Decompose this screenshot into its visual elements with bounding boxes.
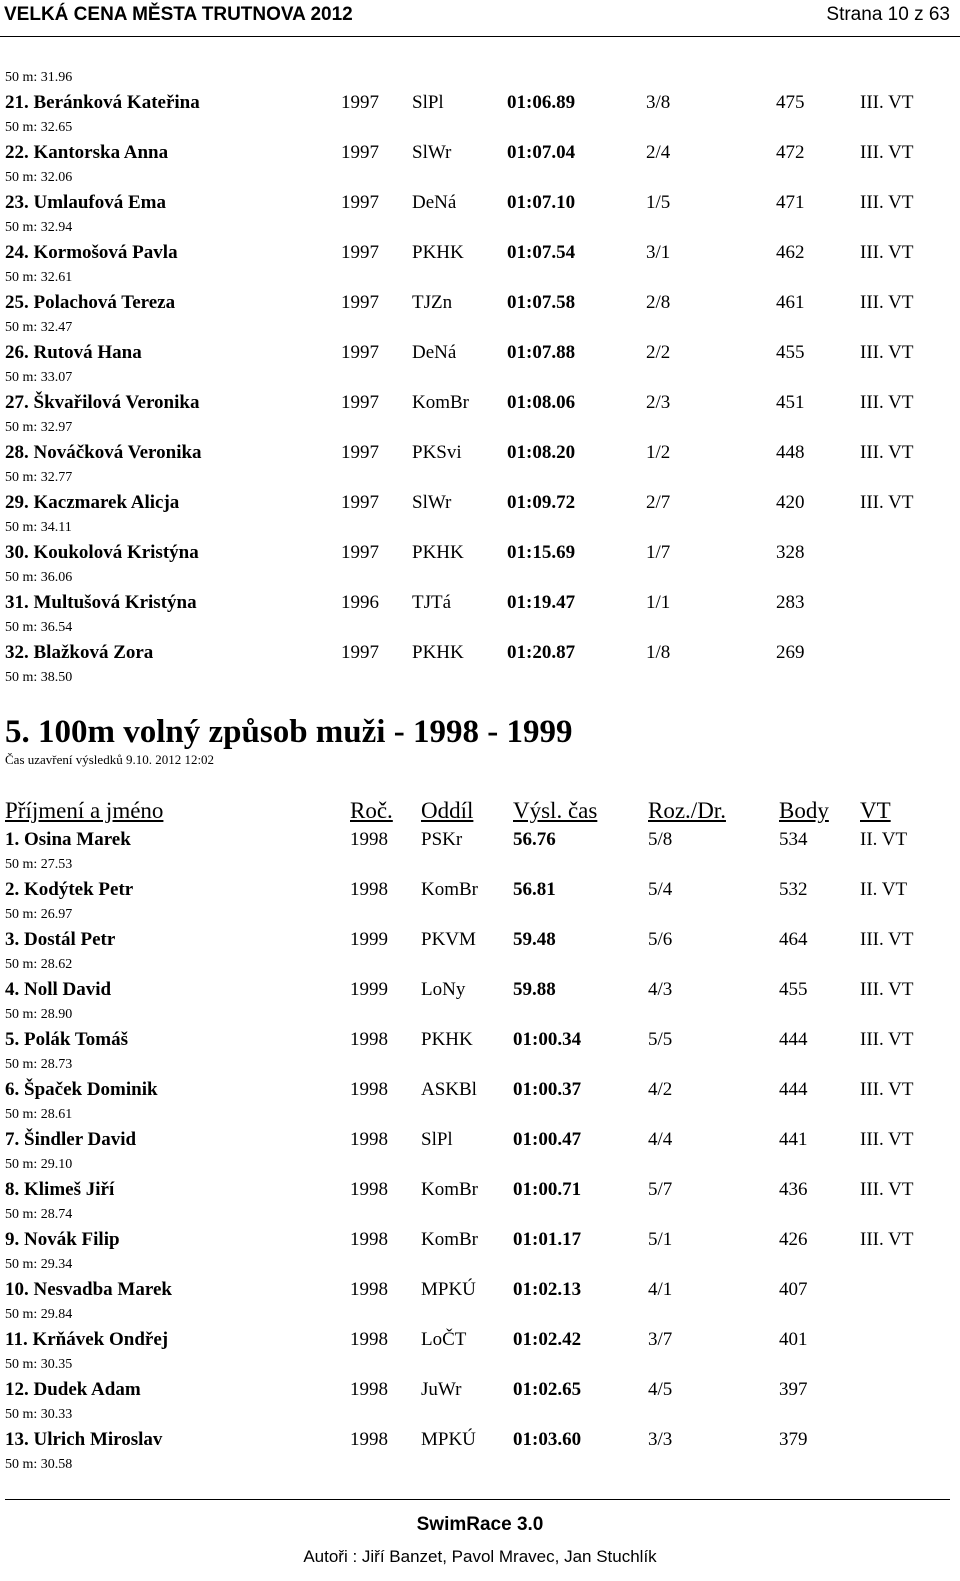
- birth-year: 1997: [341, 292, 379, 313]
- club: TJTá: [412, 592, 452, 613]
- swimmer-name: 6. Špaček Dominik: [5, 1079, 158, 1100]
- swimmer-name: 31. Multušová Kristýna: [5, 592, 197, 613]
- table-row: [0, 1076, 960, 1104]
- performance-class: III. VT: [860, 979, 914, 1000]
- points: 472: [776, 142, 805, 163]
- table-row: [0, 639, 960, 667]
- performance-class: III. VT: [860, 492, 914, 513]
- heat-lane: 5/5: [648, 1029, 673, 1050]
- club: SlWr: [412, 492, 452, 513]
- heat-lane: 1/1: [646, 592, 671, 613]
- table-row: [0, 489, 960, 517]
- result-entry: [0, 1376, 960, 1426]
- results-list-women: [0, 89, 960, 689]
- col-points: Body: [779, 798, 829, 823]
- result-time: 01:00.71: [513, 1179, 582, 1200]
- swimmer-name: 30. Koukolová Kristýna: [5, 542, 199, 563]
- club: PKHK: [412, 542, 464, 563]
- result-time: 01:00.47: [513, 1129, 582, 1150]
- result-time: 01:19.47: [507, 592, 576, 613]
- performance-class: III. VT: [860, 1129, 914, 1150]
- club: LoNy: [421, 979, 466, 1000]
- swimmer-name: 32. Blažková Zora: [5, 642, 154, 663]
- split-time: 50 m: 32.06: [5, 170, 73, 185]
- result-time: 01:07.58: [507, 292, 576, 313]
- heat-lane: 4/3: [648, 979, 673, 1000]
- table-row: [0, 289, 960, 317]
- table-row: [0, 189, 960, 217]
- heat-lane: 5/4: [648, 879, 673, 900]
- performance-class: III. VT: [860, 1029, 914, 1050]
- performance-class: III. VT: [860, 92, 914, 113]
- result-time: 56.81: [513, 879, 556, 900]
- result-entry: [0, 439, 960, 489]
- points: 461: [776, 292, 805, 313]
- club: SlPl: [412, 92, 444, 113]
- club: PKHK: [412, 642, 464, 663]
- table-row: [0, 1026, 960, 1054]
- heat-lane: 2/7: [646, 492, 671, 513]
- heat-lane: 5/6: [648, 929, 673, 950]
- swimmer-name: 12. Dudek Adam: [5, 1379, 141, 1400]
- swimmer-name: 3. Dostál Petr: [5, 929, 116, 950]
- birth-year: 1997: [341, 392, 379, 413]
- points: 397: [779, 1379, 808, 1400]
- result-time: 01:03.60: [513, 1429, 582, 1450]
- result-time: 01:20.87: [507, 642, 576, 663]
- table-row: [0, 539, 960, 567]
- club: KomBr: [412, 392, 469, 413]
- birth-year: 1997: [341, 642, 379, 663]
- result-time: 59.88: [513, 979, 556, 1000]
- split-time: 50 m: 28.74: [5, 1207, 73, 1222]
- swimmer-name: 8. Klimeš Jiří: [5, 1179, 115, 1200]
- club: PSKr: [421, 829, 463, 850]
- club: MPKÚ: [421, 1429, 476, 1450]
- performance-class: III. VT: [860, 392, 914, 413]
- heat-lane: 1/7: [646, 542, 671, 563]
- birth-year: 1999: [350, 929, 388, 950]
- col-heat: Roz./Dr.: [648, 798, 726, 823]
- result-time: 01:07.10: [507, 192, 576, 213]
- points: 534: [779, 829, 808, 850]
- club: TJZn: [412, 292, 453, 313]
- birth-year: 1998: [350, 1129, 388, 1150]
- club: ASKBl: [421, 1079, 477, 1100]
- birth-year: 1997: [341, 142, 379, 163]
- performance-class: III. VT: [860, 442, 914, 463]
- birth-year: 1997: [341, 192, 379, 213]
- split-time: 50 m: 30.58: [5, 1457, 73, 1472]
- result-time: 01:06.89: [507, 92, 576, 113]
- birth-year: 1998: [350, 1179, 388, 1200]
- heat-lane: 5/8: [648, 829, 673, 850]
- split-time: 50 m: 32.61: [5, 270, 73, 285]
- heat-lane: 2/4: [646, 142, 671, 163]
- swimmer-name: 7. Šindler David: [5, 1129, 137, 1150]
- table-row: [0, 89, 960, 117]
- performance-class: II. VT: [860, 879, 908, 900]
- birth-year: 1997: [341, 92, 379, 113]
- swimmer-name: 2. Kodýtek Petr: [5, 879, 134, 900]
- heat-lane: 2/8: [646, 292, 671, 313]
- points: 444: [779, 1079, 808, 1100]
- club: PKVM: [421, 929, 476, 950]
- club: SlPl: [421, 1129, 453, 1150]
- swimmer-name: 5. Polák Tomáš: [5, 1029, 129, 1050]
- split-time: 50 m: 32.65: [5, 120, 73, 135]
- heat-lane: 4/4: [648, 1129, 673, 1150]
- competition-title: VELKÁ CENA MĚSTA TRUTNOVA 2012: [4, 4, 353, 25]
- split-time: 50 m: 32.94: [5, 220, 73, 235]
- birth-year: 1997: [341, 492, 379, 513]
- result-entry: [0, 1076, 960, 1126]
- results-list-men: [0, 826, 960, 1476]
- birth-year: 1996: [341, 592, 379, 613]
- result-time: 01:00.37: [513, 1079, 582, 1100]
- split-time: 50 m: 30.33: [5, 1407, 73, 1422]
- result-time: 01:08.20: [507, 442, 576, 463]
- split-time: 50 m: 28.61: [5, 1107, 73, 1122]
- result-time: 01:01.17: [513, 1229, 582, 1250]
- event-title: 5. 100m volný způsob muži - 1998 - 1999: [5, 714, 573, 750]
- split-time: 50 m: 28.73: [5, 1057, 73, 1072]
- swimmer-name: 21. Beránková Kateřina: [5, 92, 200, 113]
- birth-year: 1998: [350, 1229, 388, 1250]
- heat-lane: 4/5: [648, 1379, 673, 1400]
- result-entry: [0, 389, 960, 439]
- swimmer-name: 1. Osina Marek: [5, 829, 131, 850]
- split-time: 50 m: 33.07: [5, 370, 73, 385]
- points: 464: [779, 929, 808, 950]
- split-time: 50 m: 27.53: [5, 857, 73, 872]
- result-entry: [0, 976, 960, 1026]
- performance-class: III. VT: [860, 929, 914, 950]
- split-time: 50 m: 36.06: [5, 570, 73, 585]
- result-entry: [0, 926, 960, 976]
- club: SlWr: [412, 142, 452, 163]
- club: LoČT: [421, 1329, 467, 1350]
- points: 328: [776, 542, 805, 563]
- swimmer-name: 27. Škvařilová Veronika: [5, 392, 200, 413]
- birth-year: 1998: [350, 1329, 388, 1350]
- heat-lane: 3/7: [648, 1329, 673, 1350]
- points: 426: [779, 1229, 808, 1250]
- points: 451: [776, 392, 805, 413]
- heat-lane: 3/8: [646, 92, 671, 113]
- split-time: 50 m: 34.11: [5, 520, 72, 535]
- result-time: 01:07.88: [507, 342, 576, 363]
- col-year: Roč.: [350, 798, 393, 823]
- result-entry: [0, 1276, 960, 1326]
- birth-year: 1998: [350, 879, 388, 900]
- heat-lane: 2/2: [646, 342, 671, 363]
- result-entry: [0, 139, 960, 189]
- performance-class: III. VT: [860, 292, 914, 313]
- table-row: [0, 826, 960, 854]
- split-time: 50 m: 28.62: [5, 957, 73, 972]
- points: 401: [779, 1329, 808, 1350]
- table-row: [0, 1176, 960, 1204]
- heat-lane: 5/1: [648, 1229, 673, 1250]
- table-row: [0, 1326, 960, 1354]
- result-time: 01:15.69: [507, 542, 576, 563]
- result-entry: [0, 876, 960, 926]
- birth-year: 1997: [341, 342, 379, 363]
- points: 532: [779, 879, 808, 900]
- result-entry: [0, 1326, 960, 1376]
- table-row: [0, 1376, 960, 1404]
- col-club: Oddíl: [421, 798, 474, 823]
- heat-lane: 5/7: [648, 1179, 673, 1200]
- club: KomBr: [421, 879, 478, 900]
- points: 269: [776, 642, 805, 663]
- result-entry: [0, 189, 960, 239]
- performance-class: III. VT: [860, 1229, 914, 1250]
- result-time: 01:07.54: [507, 242, 576, 263]
- swimmer-name: 10. Nesvadba Marek: [5, 1279, 172, 1300]
- result-time: 01:00.34: [513, 1029, 582, 1050]
- result-time: 56.76: [513, 829, 556, 850]
- club: DeNá: [412, 192, 457, 213]
- table-row: [0, 389, 960, 417]
- table-row: [0, 876, 960, 904]
- points: 436: [779, 1179, 808, 1200]
- birth-year: 1997: [341, 242, 379, 263]
- result-entry: [0, 1426, 960, 1476]
- split-time: 50 m: 36.54: [5, 620, 73, 635]
- points: 379: [779, 1429, 808, 1450]
- performance-class: III. VT: [860, 242, 914, 263]
- split-time: 50 m: 29.84: [5, 1307, 73, 1322]
- result-time: 59.48: [513, 929, 556, 950]
- swimmer-name: 13. Ulrich Miroslav: [5, 1429, 163, 1450]
- result-entry: [0, 1126, 960, 1176]
- performance-class: III. VT: [860, 1179, 914, 1200]
- result-entry: [0, 289, 960, 339]
- split-time: 50 m: 31.96: [5, 70, 73, 85]
- club: PKSvi: [412, 442, 462, 463]
- software-name: SwimRace 3.0: [416, 1514, 544, 1535]
- table-row: [0, 1126, 960, 1154]
- table-row: [0, 1276, 960, 1304]
- performance-class: III. VT: [860, 1079, 914, 1100]
- result-entry: [0, 89, 960, 139]
- heat-lane: 1/2: [646, 442, 671, 463]
- column-headers: [0, 796, 960, 826]
- results-closed-time: Čas uzavření výsledků 9.10. 2012 12:02: [5, 752, 215, 767]
- points: 455: [776, 342, 805, 363]
- table-row: [0, 439, 960, 467]
- birth-year: 1998: [350, 1029, 388, 1050]
- split-time: 50 m: 30.35: [5, 1357, 73, 1372]
- swimmer-name: 11. Krňávek Ondřej: [5, 1329, 169, 1350]
- col-name: Příjmení a jméno: [5, 798, 164, 823]
- performance-class: III. VT: [860, 142, 914, 163]
- result-entry: [0, 239, 960, 289]
- result-time: 01:08.06: [507, 392, 576, 413]
- heat-lane: 2/3: [646, 392, 671, 413]
- result-entry: [0, 1226, 960, 1276]
- birth-year: 1998: [350, 1429, 388, 1450]
- heat-lane: 1/8: [646, 642, 671, 663]
- swimmer-name: 9. Novák Filip: [5, 1229, 120, 1250]
- club: KomBr: [421, 1229, 478, 1250]
- swimmer-name: 23. Umlaufová Ema: [5, 192, 166, 213]
- club: PKHK: [412, 242, 464, 263]
- points: 471: [776, 192, 805, 213]
- table-row: [0, 239, 960, 267]
- split-time: 50 m: 29.10: [5, 1157, 73, 1172]
- swimmer-name: 4. Noll David: [5, 979, 112, 1000]
- points: 407: [779, 1279, 808, 1300]
- result-entry: [0, 826, 960, 876]
- heat-lane: 4/1: [648, 1279, 673, 1300]
- club: KomBr: [421, 1179, 478, 1200]
- col-time: Výsl. čas: [513, 798, 598, 823]
- col-class: VT: [860, 798, 891, 823]
- birth-year: 1998: [350, 1079, 388, 1100]
- split-time: 50 m: 32.97: [5, 420, 73, 435]
- performance-class: III. VT: [860, 192, 914, 213]
- birth-year: 1997: [341, 442, 379, 463]
- result-entry: [0, 589, 960, 639]
- result-entry: [0, 489, 960, 539]
- club: PKHK: [421, 1029, 473, 1050]
- club: MPKÚ: [421, 1279, 476, 1300]
- result-entry: [0, 639, 960, 689]
- birth-year: 1998: [350, 1279, 388, 1300]
- swimmer-name: 25. Polachová Tereza: [5, 292, 176, 313]
- table-row: [0, 1426, 960, 1454]
- points: 444: [779, 1029, 808, 1050]
- birth-year: 1997: [341, 542, 379, 563]
- result-time: 01:09.72: [507, 492, 576, 513]
- split-time: 50 m: 28.90: [5, 1007, 73, 1022]
- performance-class: III. VT: [860, 342, 914, 363]
- heat-lane: 1/5: [646, 192, 671, 213]
- points: 455: [779, 979, 808, 1000]
- table-row: [0, 339, 960, 367]
- club: DeNá: [412, 342, 457, 363]
- swimmer-name: 28. Nováčková Veronika: [5, 442, 202, 463]
- swimmer-name: 26. Rutová Hana: [5, 342, 142, 363]
- split-time: 50 m: 29.34: [5, 1257, 73, 1272]
- swimmer-name: 29. Kaczmarek Alicja: [5, 492, 180, 513]
- result-entry: [0, 539, 960, 589]
- result-time: 01:07.04: [507, 142, 576, 163]
- result-entry: [0, 1026, 960, 1076]
- table-row: [0, 139, 960, 167]
- points: 420: [776, 492, 805, 513]
- points: 462: [776, 242, 805, 263]
- swimmer-name: 22. Kantorska Anna: [5, 142, 169, 163]
- result-entry: [0, 1176, 960, 1226]
- birth-year: 1998: [350, 829, 388, 850]
- table-row: [0, 1226, 960, 1254]
- points: 475: [776, 92, 805, 113]
- result-time: 01:02.65: [513, 1379, 582, 1400]
- birth-year: 1998: [350, 1379, 388, 1400]
- split-time: 50 m: 32.77: [5, 470, 73, 485]
- heat-lane: 3/3: [648, 1429, 673, 1450]
- club: JuWr: [421, 1379, 462, 1400]
- footer-divider: [5, 1499, 950, 1500]
- result-entry: [0, 339, 960, 389]
- authors: Autoři : Jiří Banzet, Pavol Mravec, Jan Stuchlík: [303, 1547, 657, 1566]
- table-row: [0, 926, 960, 954]
- heat-lane: 3/1: [646, 242, 671, 263]
- result-time: 01:02.42: [513, 1329, 582, 1350]
- split-time: 50 m: 32.47: [5, 320, 73, 335]
- birth-year: 1999: [350, 979, 388, 1000]
- swimmer-name: 24. Kormošová Pavla: [5, 242, 178, 263]
- split-time: 50 m: 38.50: [5, 670, 73, 685]
- page-header: [0, 0, 960, 46]
- points: 283: [776, 592, 805, 613]
- heat-lane: 4/2: [648, 1079, 673, 1100]
- table-row: [0, 976, 960, 1004]
- performance-class: II. VT: [860, 829, 908, 850]
- page-number: Strana 10 z 63: [826, 4, 950, 25]
- result-time: 01:02.13: [513, 1279, 582, 1300]
- split-time: 50 m: 26.97: [5, 907, 73, 922]
- table-row: [0, 589, 960, 617]
- points: 448: [776, 442, 805, 463]
- points: 441: [779, 1129, 808, 1150]
- header-divider: [0, 36, 960, 37]
